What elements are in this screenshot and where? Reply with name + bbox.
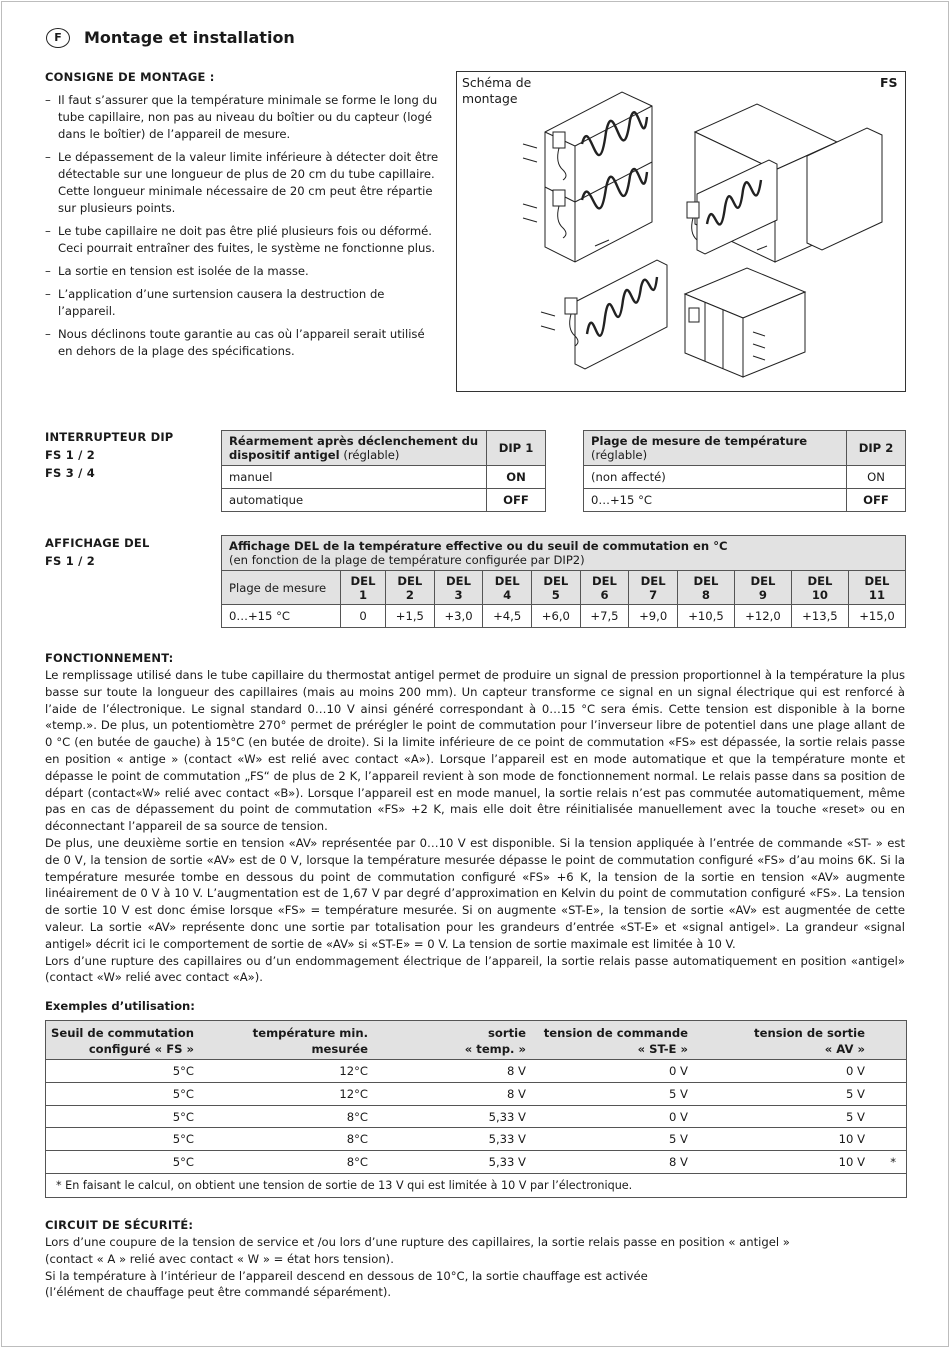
del-col-header: DEL 6 [580, 571, 629, 605]
securite-text: Lors d’une coupure de la tension de service et /ou lors d’une rupture des capillaires, la sortie relais passe en position « antigel » (contact « A » relié avec contact « W » = état hors tension). Si la température à l’intérieur de l’appareil descend en dessous de 10°C, la sortie chauffage est activée (l’élément de chauffage peut être commandé séparément). [45, 1235, 790, 1300]
dip2-table-header: Plage de mesure de température (réglable) [584, 431, 847, 466]
consigne-item: – Nous déclinons toute garantie au cas où l’appareil serait utilisé en dehors de la plage des spécifications. [45, 327, 425, 358]
dip1-column-header: DIP 1 [487, 431, 546, 466]
consigne-item: – Il faut s’assurer que la température minimale se forme le long du tube capillaire, non pas au niveau du boîtier ou du capteur (logé dans le boîtier) de l’appareil de mesure. [45, 93, 438, 141]
del-col-header: DEL 9 [734, 571, 791, 605]
securite-heading: CIRCUIT DE SÉCURITÉ: [45, 1218, 194, 1232]
del-col-header: DEL 4 [483, 571, 532, 605]
table-row: 5°C 8°C 5,33 V 0 V 5 V [46, 1106, 906, 1129]
table-row: (non affecté) ON [584, 466, 906, 489]
table-row: 5°C 8°C 5,33 V 8 V 10 V * [46, 1151, 906, 1174]
fonctionnement-heading: FONCTIONNEMENT: [45, 651, 174, 665]
consigne-heading: CONSIGNE DE MONTAGE : [45, 70, 215, 84]
del-table-title: Affichage DEL de la température effective ou du seuil de commutation en °C (en fonction de la plage de température configurée par DIP2) [222, 536, 906, 571]
diagram-label: Schéma de montage [462, 75, 532, 106]
del-col-header: DEL 11 [848, 571, 905, 605]
diagram-code: FS [880, 75, 898, 90]
consigne-item: – Le tube capillaire ne doit pas être plié plusieurs fois ou déformé. Ceci pourrait entraîner des fuites, le système ne fonctionne plus. [45, 224, 436, 255]
del-col-header: DEL 3 [434, 571, 483, 605]
table-row: 5°C 12°C 8 V 5 V 5 V [46, 1083, 906, 1106]
del-range-label: Plage de mesure [222, 571, 341, 605]
table-row: 5°C 8°C 5,33 V 5 V 10 V [46, 1128, 906, 1151]
examples-table-header: Seuil de commutation configuré « FS » température min. mesurée sortie « temp. » tension de commande « ST-E » tension de sortie « AV » [46, 1021, 906, 1060]
consigne-item: – Le dépassement de la valeur limite inférieure à détecter doit être détectable sur une longueur de plus de 20 cm du tube capillaire. Cette longueur minimale nécessaire de 20 cm peut être répartie sur plusieurs points. [45, 150, 439, 215]
dip2-column-header: DIP 2 [847, 431, 906, 466]
language-badge: F [46, 28, 70, 48]
del-heading: AFFICHAGE DEL FS 1 / 2 [45, 536, 150, 568]
dip-heading: INTERRUPTEUR DIP FS 1 / 2 FS 3 / 4 [45, 430, 174, 480]
consigne-list [45, 92, 440, 366]
del-col-header: DEL 10 [791, 571, 848, 605]
consigne-item: – L’application d’une surtension causera la destruction de l’appareil. [45, 287, 385, 318]
dip2-table [583, 430, 906, 512]
consigne-item: – La sortie en tension est isolée de la masse. [45, 264, 309, 278]
examples-heading: Exemples d’utilisation: [45, 999, 195, 1013]
del-col-header: DEL 7 [629, 571, 678, 605]
table-row: automatique OFF [222, 489, 546, 512]
table-row: 0…+15 °C 0 +1,5 +3,0 +4,5 +6,0 +7,5 +9,0 +10,5 +12,0 +13,5 +15,0 [222, 605, 906, 628]
table-row: manuel ON [222, 466, 546, 489]
del-col-header: DEL 2 [386, 571, 435, 605]
dip1-table-header: Réarmement après déclenchement du dispositif antigel (réglable) [222, 431, 487, 466]
page-title: Montage et installation [84, 28, 295, 47]
del-col-header: DEL 8 [677, 571, 734, 605]
del-col-header: DEL 5 [532, 571, 581, 605]
del-col-header: DEL 1 [341, 571, 386, 605]
del-table [221, 535, 906, 628]
fonctionnement-text: Le remplissage utilisé dans le tube capillaire du thermostat antigel permet de produire un signal de pression proportionnel à la température la plus basse sur toute la longueur des capillaires (mais au moins 200 mm). Un capteur transforme ce signal en un signal électrique qui est renforcé à l’aide de l’électronique. Le signal standard 0…10 V ainsi généré correspondant à 0…15 °C sera émis. Cette tension est disponible à la borne «temp.». De plus, un potentiomètre 270° permet de prérégler le point de commutation pour l’inverseur libre de potentiel dans une plage allant de 0 °C (en butée de gauche) à 15°C (en butée de droite). Si la limite inférieure de ce point de commutation «FS» est dépassée, la sortie relais passe en position « antige » (contact «W» est relié avec contact «A»). Lorsque l’appareil est en mode automatique et que la température monte et dépasse le point de commutation „FS“ de plus de 2 K, l’appareil revient à son mode de fonctionnement normal. Le relais passe dans sa position de départ (contact«W» relié avec contact «B»). Lorsque l’appareil est en mode manuel, la sortie relais n’est pas commutée automatiquement, même pas en cas de dépassement du point de commutation «FS» +2 K, mais elle doit être réinitialisée manuellement avec la touche «reset» ou en déconnectant l’appareil de sa source de tension. De plus, une deuxième sortie en tension «AV» représentée par 0…10 V est disponible. Si la tension appliquée à l’entrée de commande «ST- » est de 0 V, la tension de sortie «AV» est de 0 V, lorsque la température mesurée dépasse le point de commutation configuré «FS» d’au moins 6K. Si la température mesurée tombe en dessous du point de commutation configuré «FS» +6 K, la tension de la sortie en tension «AV» augmente linéairement de 0 V à 10 V. L’augmentation est de 1,67 V par degré d’approximation en Kelvin du point de commutation configuré «FS». La tension de sortie 10 V est donc émise lorsque «FS» = température mesurée. Si on augmente «ST-E», la tension de sortie «AV» est augmentée de cette valeur. La sortie «AV» représente donc une sortie par totalisation pour les grandeurs d’entrée «ST-E» et «signal antigel». La grandeur «signal antigel» décrit ici le comportement de sortie de «AV» si «ST-E» = 0 V. La tension de sortie maximale est limitée à 10 V. Lors d’une rupture des capillaires ou d’un endommagement électrique de l’appareil, la sortie relais passe automatiquement en position «antigel» (contact «W» relié avec contact «A»). [45, 668, 905, 985]
dip1-table [221, 430, 546, 512]
mounting-diagram-illustration [457, 72, 903, 389]
table-row: 0…+15 °C OFF [584, 489, 906, 512]
examples-footnote: * En faisant le calcul, on obtient une tension de sortie de 13 V qui est limitée à 10 V par l’électronique. [56, 1178, 633, 1192]
table-row: 5°C 12°C 8 V 0 V 0 V [46, 1060, 906, 1083]
examples-table [45, 1020, 907, 1198]
